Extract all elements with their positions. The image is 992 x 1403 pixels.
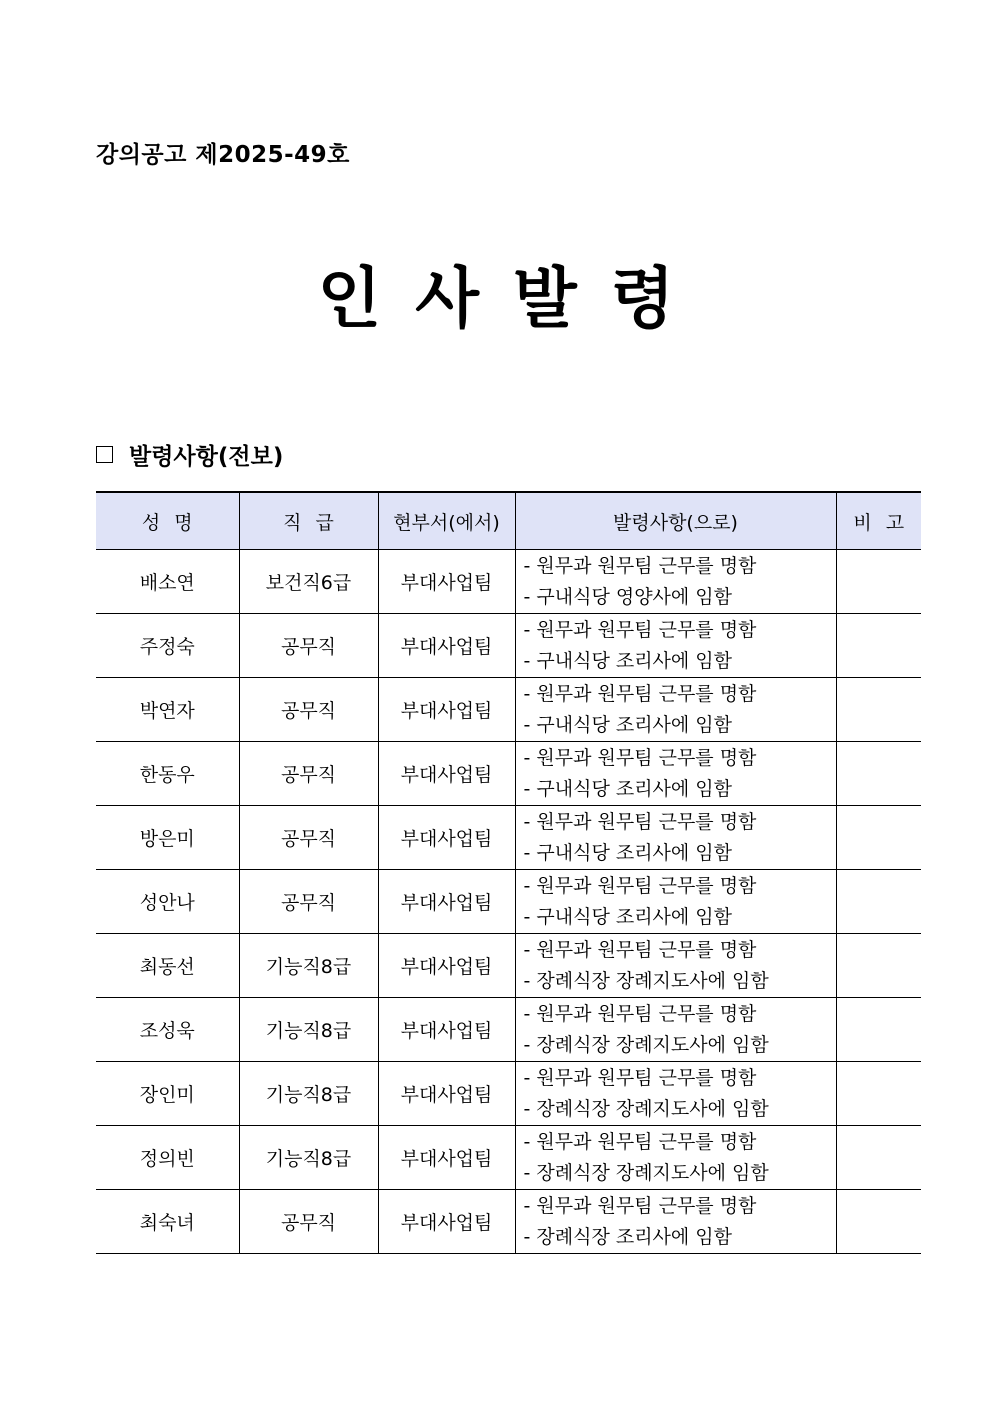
cell-name: 장인미 [96,1062,239,1126]
cell-grade: 공무직 [239,678,378,742]
table-row [96,870,921,934]
cell-note [836,1126,921,1190]
cell-grade: 보건직6급 [239,550,378,614]
cell-from-dept: 부대사업팀 [378,998,515,1062]
cell-name: 박연자 [96,678,239,742]
action-line-1: - 원무과 원무팀 근무를 명함 [523,1130,757,1153]
action-line-1: - 원무과 원무팀 근무를 명함 [523,810,757,833]
action-line-2: - 구내식당 조리사에 임함 [523,905,733,928]
cell-note [836,614,921,678]
action-line-2: - 구내식당 조리사에 임함 [523,713,733,736]
appointment-table [96,491,921,1254]
table-row [96,742,921,806]
action-line-1: - 원무과 원무팀 근무를 명함 [523,554,757,577]
checkbox-icon [96,446,113,463]
cell-from-dept: 부대사업팀 [378,742,515,806]
cell-action [515,742,836,806]
action-line-2: - 장례식장 장례지도사에 임함 [523,969,769,992]
header-action: 발령사항(으로) [515,492,836,550]
table-row [96,806,921,870]
cell-action [515,806,836,870]
table-row [96,1126,921,1190]
cell-name: 주정숙 [96,614,239,678]
action-line-1: - 원무과 원무팀 근무를 명함 [523,1194,757,1217]
action-line-1: - 원무과 원무팀 근무를 명함 [523,682,757,705]
cell-action [515,1126,836,1190]
action-line-1: - 원무과 원무팀 근무를 명함 [523,938,757,961]
cell-note [836,742,921,806]
cell-grade: 공무직 [239,614,378,678]
cell-name: 성안나 [96,870,239,934]
cell-from-dept: 부대사업팀 [378,1190,515,1254]
cell-note [836,806,921,870]
cell-from-dept: 부대사업팀 [378,550,515,614]
cell-grade: 기능직8급 [239,1126,378,1190]
cell-action [515,998,836,1062]
table-row [96,998,921,1062]
action-line-1: - 원무과 원무팀 근무를 명함 [523,1002,757,1025]
cell-action [515,550,836,614]
cell-note [836,934,921,998]
action-line-2: - 구내식당 조리사에 임함 [523,649,733,672]
cell-grade: 기능직8급 [239,1062,378,1126]
cell-action [515,678,836,742]
header-from-dept: 현부서(에서) [378,492,515,550]
cell-note [836,1062,921,1126]
cell-from-dept: 부대사업팀 [378,806,515,870]
action-line-1: - 원무과 원무팀 근무를 명함 [523,746,757,769]
action-line-2: - 장례식장 장례지도사에 임함 [523,1097,769,1120]
cell-note [836,550,921,614]
cell-from-dept: 부대사업팀 [378,614,515,678]
cell-action [515,614,836,678]
cell-from-dept: 부대사업팀 [378,1062,515,1126]
header-grade: 직급 [239,492,378,550]
cell-grade: 공무직 [239,870,378,934]
cell-name: 배소연 [96,550,239,614]
section-heading [96,438,283,471]
cell-name: 방은미 [96,806,239,870]
header-note: 비고 [836,492,921,550]
action-line-2: - 장례식장 조리사에 임함 [523,1225,733,1248]
section-title: 발령사항(전보) [129,444,284,470]
cell-grade: 공무직 [239,742,378,806]
table-row [96,678,921,742]
action-line-1: - 원무과 원무팀 근무를 명함 [523,618,757,641]
cell-name: 한동우 [96,742,239,806]
action-line-1: - 원무과 원무팀 근무를 명함 [523,874,757,897]
action-line-2: - 구내식당 조리사에 임함 [523,777,733,800]
action-line-2: - 구내식당 조리사에 임함 [523,841,733,864]
cell-action [515,870,836,934]
action-line-2: - 장례식장 장례지도사에 임함 [523,1033,769,1056]
header-name: 성명 [96,492,239,550]
cell-action [515,1190,836,1254]
table-row [96,1190,921,1254]
cell-name: 정의빈 [96,1126,239,1190]
action-line-1: - 원무과 원무팀 근무를 명함 [523,1066,757,1089]
cell-name: 최숙녀 [96,1190,239,1254]
table-row [96,1062,921,1126]
cell-from-dept: 부대사업팀 [378,934,515,998]
table-header-row [96,492,921,550]
notice-number: 강의공고 제2025-49호 [96,142,350,168]
cell-from-dept: 부대사업팀 [378,1126,515,1190]
cell-grade: 기능직8급 [239,998,378,1062]
table-row [96,614,921,678]
page-title: 인사발령 [317,260,709,337]
action-line-2: - 구내식당 영양사에 임함 [523,585,733,608]
cell-note [836,998,921,1062]
cell-from-dept: 부대사업팀 [378,678,515,742]
table-row [96,934,921,998]
cell-grade: 공무직 [239,1190,378,1254]
action-line-2: - 장례식장 장례지도사에 임함 [523,1161,769,1184]
cell-from-dept: 부대사업팀 [378,870,515,934]
cell-name: 조성욱 [96,998,239,1062]
cell-note [836,870,921,934]
table-row [96,550,921,614]
cell-action [515,934,836,998]
cell-grade: 공무직 [239,806,378,870]
cell-note [836,678,921,742]
cell-action [515,1062,836,1126]
cell-name: 최동선 [96,934,239,998]
cell-note [836,1190,921,1254]
cell-grade: 기능직8급 [239,934,378,998]
